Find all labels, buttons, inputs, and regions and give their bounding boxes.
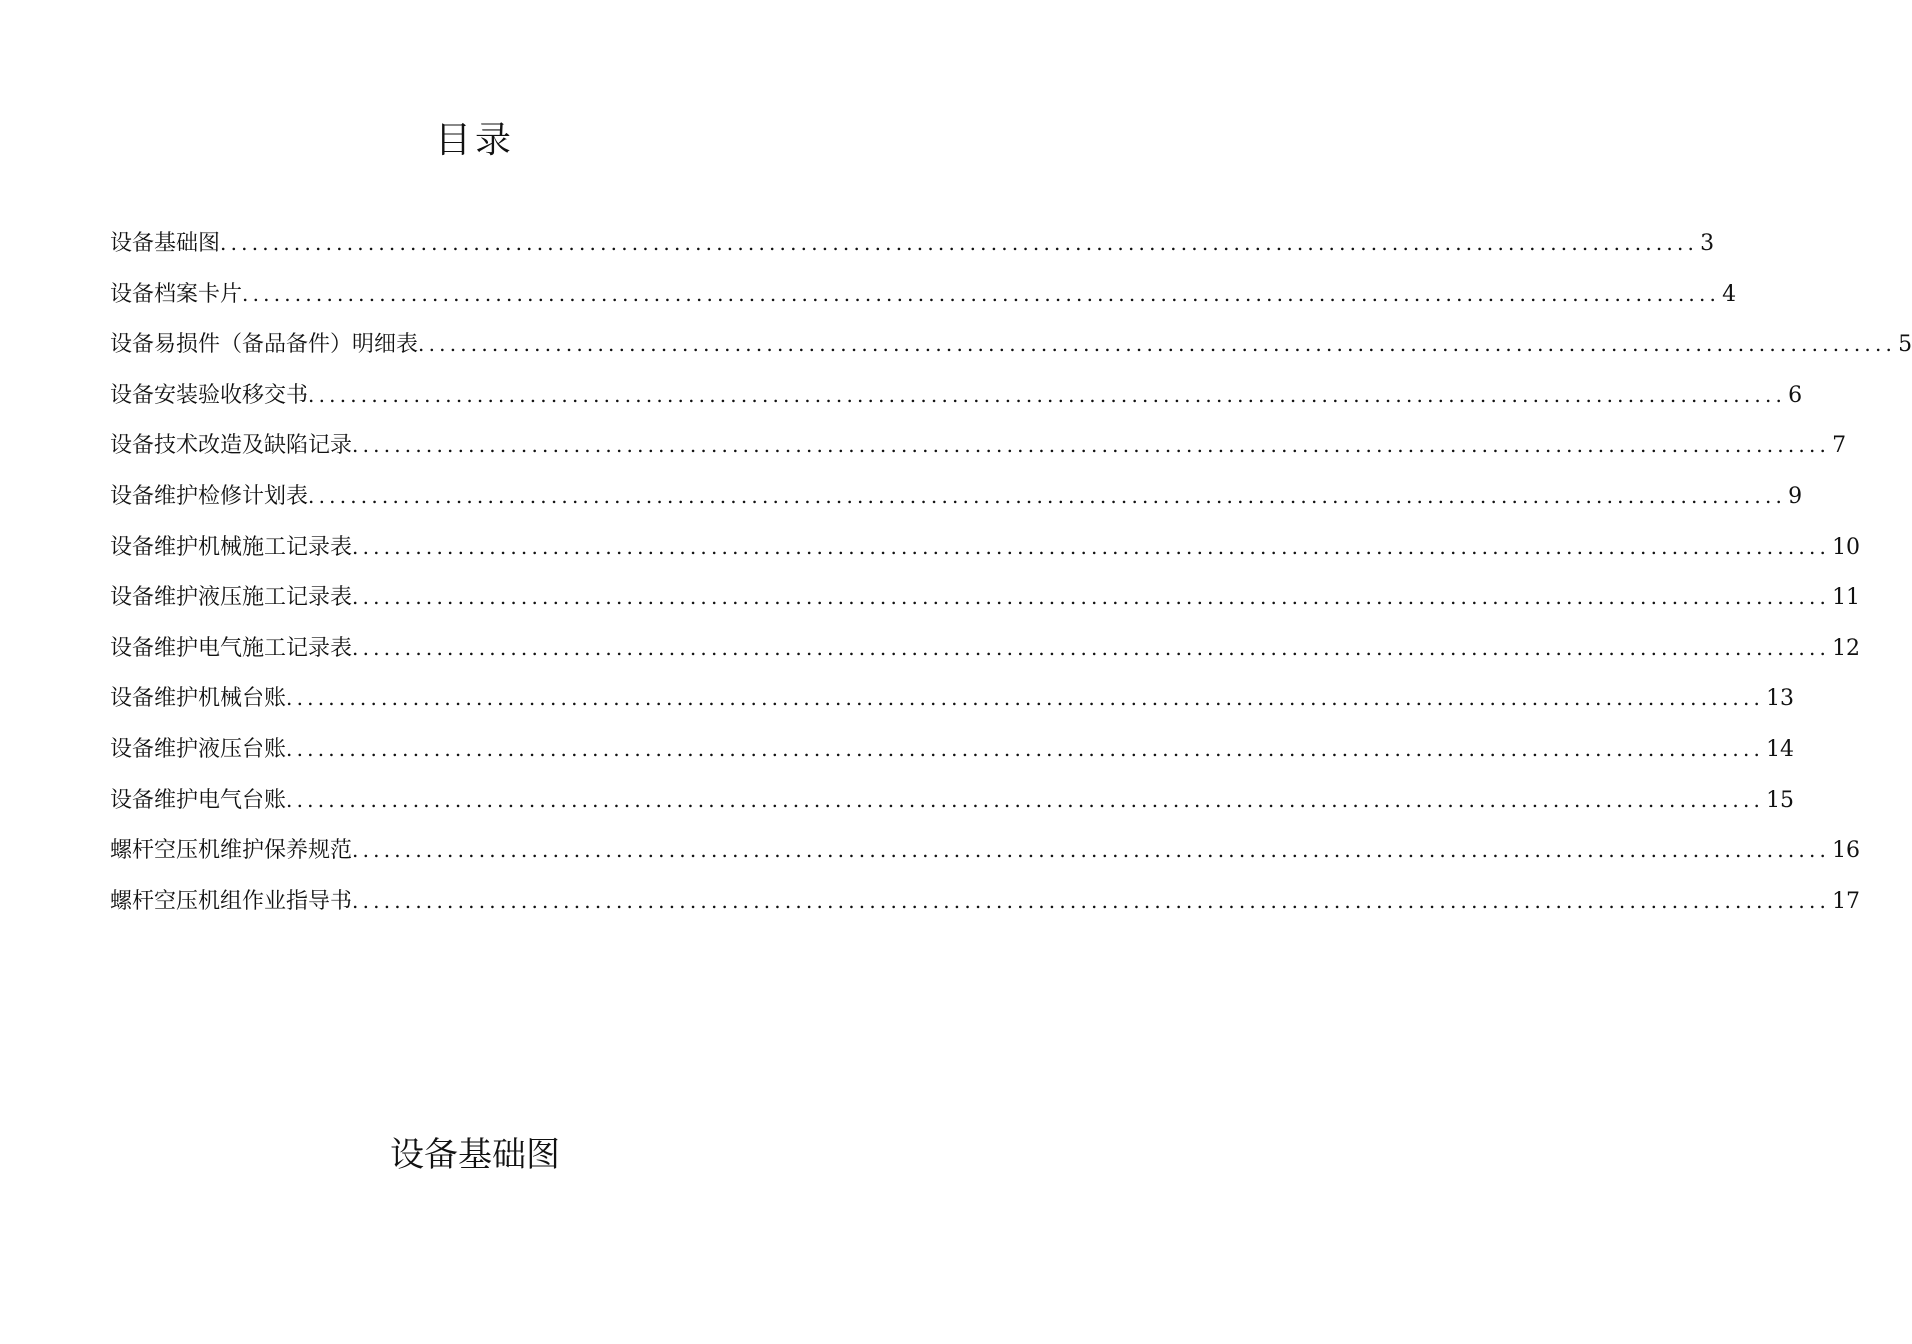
toc-entry[interactable] (110, 783, 1795, 834)
toc-entry-label: 设备维护机械台账 (110, 686, 287, 712)
toc-entry[interactable] (110, 428, 1847, 479)
toc-entry-page: 15 (1766, 787, 1795, 813)
toc-entry-label: 设备易损件（备品备件）明细表 (110, 332, 419, 358)
toc-entry-page: 13 (1766, 686, 1795, 712)
toc-title: 目录 (434, 120, 515, 161)
toc-entry-label: 设备基础图 (110, 231, 221, 256)
toc-entry-label: 螺杆空压机维护保养规范 (110, 838, 353, 864)
toc-entry-page: 16 (1832, 838, 1861, 864)
toc-leader-dots: ............................................................................................................................................ (308, 382, 1787, 407)
toc-entry-page: 6 (1788, 382, 1803, 408)
toc-entry[interactable] (110, 580, 1861, 631)
toc-leader-dots: ............................................................................................................................................ (220, 231, 1699, 255)
toc-entry[interactable] (110, 226, 1715, 277)
table-of-contents (110, 226, 1912, 934)
toc-entry-label: 设备维护液压台账 (110, 736, 287, 762)
toc-leader-dots: ............................................................................................................................................ (352, 635, 1831, 660)
toc-entry-page: 5 (1898, 332, 1912, 358)
toc-leader-dots: ............................................................................................................................................ (352, 838, 1831, 863)
toc-leader-dots: ............................................................................................................................................ (308, 483, 1787, 508)
toc-leader-dots: ............................................................................................................................................ (242, 281, 1721, 306)
toc-leader-dots: ............................................................................................................................................ (352, 534, 1831, 559)
toc-leader-dots: ............................................................................................................................................ (352, 888, 1831, 913)
toc-entry[interactable] (110, 378, 1803, 429)
toc-entry[interactable] (110, 681, 1795, 732)
toc-entry-page: 10 (1832, 534, 1861, 560)
toc-leader-dots: ............................................................................................................................................ (286, 787, 1765, 812)
toc-entry[interactable] (110, 277, 1737, 328)
toc-entry-page: 4 (1722, 281, 1737, 307)
toc-entry[interactable] (110, 833, 1861, 884)
toc-entry[interactable] (110, 530, 1861, 581)
toc-entry[interactable] (110, 631, 1861, 682)
toc-entry-page: 9 (1788, 483, 1803, 509)
toc-entry-label: 设备维护液压施工记录表 (110, 585, 353, 611)
toc-entry-page: 17 (1832, 888, 1861, 914)
toc-entry[interactable] (110, 327, 1912, 378)
toc-entry-page: 14 (1766, 736, 1795, 762)
toc-entry-page: 3 (1700, 231, 1715, 256)
toc-leader-dots: ............................................................................................................................................ (418, 332, 1897, 357)
toc-entry[interactable] (110, 479, 1803, 530)
toc-entry-label: 螺杆空压机组作业指导书 (110, 888, 353, 914)
toc-entry[interactable] (110, 732, 1795, 783)
section-title: 设备基础图 (390, 1135, 560, 1175)
toc-leader-dots: ............................................................................................................................................ (352, 433, 1831, 458)
toc-leader-dots: ............................................................................................................................................ (286, 736, 1765, 761)
toc-entry-label: 设备安装验收移交书 (110, 382, 309, 408)
toc-entry-page: 12 (1832, 635, 1861, 661)
toc-entry-label: 设备技术改造及缺陷记录 (110, 433, 353, 459)
toc-entry-label: 设备维护检修计划表 (110, 483, 309, 509)
toc-entry-page: 7 (1832, 433, 1847, 459)
toc-entry-label: 设备维护机械施工记录表 (110, 534, 353, 560)
toc-entry-label: 设备维护电气施工记录表 (110, 635, 353, 661)
toc-entry-page: 11 (1832, 585, 1861, 611)
toc-entry-label: 设备维护电气台账 (110, 787, 287, 813)
toc-leader-dots: ............................................................................................................................................ (286, 686, 1765, 711)
toc-leader-dots: ............................................................................................................................................ (352, 585, 1831, 610)
toc-entry-label: 设备档案卡片 (110, 281, 243, 307)
toc-entry[interactable] (110, 884, 1861, 935)
